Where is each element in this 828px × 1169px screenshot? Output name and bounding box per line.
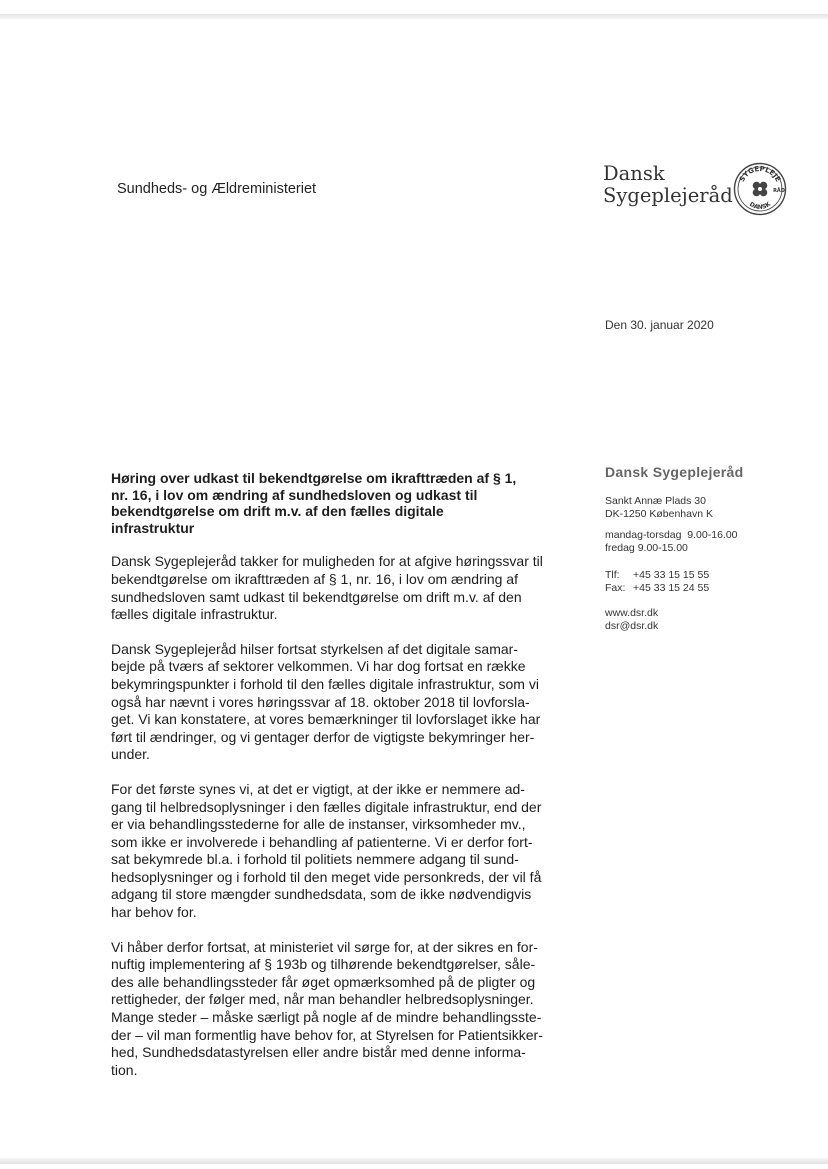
text-line: rettigheder, der følger med, når man behandler helbredsoplysninger. (111, 991, 534, 1008)
text-line: bekendtgørelse om ikrafttræden af § 1, nr. 16, i lov om ændring af (111, 570, 518, 587)
text-line: hedsoplysninger og i forhold til den meget vide personkreds, der vil få (111, 868, 542, 885)
subject-line: Høring over udkast til bekendtgørelse om ikrafttræden af § 1, (111, 470, 517, 486)
text-line: For det første synes vi, at det er vigtigt, at der ikke er nemmere ad- (111, 780, 525, 797)
text-line: bejde på tværs af sektorer velkommen. Vi har dog fortsat en række (111, 658, 526, 675)
text-line: nuftig implementering af § 193b og tilhørende bekendtgørelser, såle- (111, 956, 536, 973)
clover-icon (753, 182, 768, 197)
text-line: er via behandlingsstederne for alle de instanser, virksomheder mv., (111, 816, 526, 833)
text-line: som ikke er involverede i behandling af patienterne. Vi er derfor fort- (111, 833, 533, 850)
text-line: Vi håber derfor fortsat, at ministeriet vil sørge for, at der sikres en for- (111, 938, 538, 955)
text-line: tion. (111, 1061, 138, 1078)
text-line: bekymringspunkter i forhold til den fælles digitale infrastruktur, som vi (111, 675, 539, 692)
address-line: Sankt Annæ Plads 30 (605, 495, 706, 507)
contact-numbers (605, 569, 815, 595)
text-line: adgang til store mængder sundhedsdata, som de ikke nødvendigvis (111, 886, 532, 903)
recipient: Sundheds- og Ældreministeriet (117, 181, 317, 197)
text-line: der – vil man formentlig have behov for, at Styrelsen for Patientsikker- (111, 1026, 543, 1043)
scan-edge-bottom (0, 1158, 828, 1164)
paragraph-1 (111, 553, 577, 623)
text-line: har behov for. (111, 904, 197, 921)
seal-text-right: RÅD (773, 188, 785, 194)
text-line: sundhedsloven samt udkast til bekendtgørelse om drift m.v. af den (111, 588, 522, 605)
text-line: gang til helbredsoplysninger i den fælles digitale infrastruktur, end der (111, 798, 542, 815)
subject-line: nr. 16, i lov om ændring af sundhedsloven og udkast til (111, 486, 478, 503)
phone-label: Tlf: (605, 569, 620, 581)
letter-subject (111, 470, 577, 536)
fax-number: +45 33 15 24 55 (633, 582, 710, 594)
logo-line-2: Sygeplejeråd (603, 184, 733, 207)
sender-info (605, 466, 815, 641)
sender-address (605, 495, 815, 521)
letter-date: Den 30. januar 2020 (605, 318, 714, 332)
svg-text:SYGEPLEJE (738, 165, 782, 184)
text-line: også har nævnt i vores høringssvar af 18. oktober 2018 til lovforsla- (111, 693, 530, 710)
logo-line-1: Dansk (603, 162, 665, 185)
paragraph-4 (111, 939, 577, 1080)
text-line: fælles digitale infrastruktur. (111, 606, 278, 623)
text-line: des alle behandlingssteder får øget opmærksomhed på de pligter og (111, 973, 536, 990)
letter-body (111, 470, 577, 1096)
paragraph-2 (111, 641, 577, 764)
logo-wordmark (603, 163, 733, 207)
subject-line: bekendtgørelse om drift m.v. af den fælles digitale (111, 503, 444, 520)
fax-label: Fax: (605, 582, 626, 594)
web-contact (605, 607, 815, 633)
text-line: sat bekymrede bl.a. i forhold til politiets nemmere adgang til sund- (111, 851, 519, 868)
address-line: DK-1250 København K (605, 508, 713, 520)
text-line: Mange steder – måske særligt på nogle af de mindre behandlingsste- (111, 1009, 542, 1026)
email-link[interactable]: dsr@dsr.dk (605, 620, 659, 632)
seal-text-top: SYGEPLEJE (737, 164, 783, 184)
sender-org-name: Dansk Sygeplejeråd (605, 464, 744, 480)
seal-icon (733, 162, 787, 216)
text-line: ført til ændringer, og vi gentager derfor de vigtigste bekymringer her- (111, 728, 535, 745)
fax-row (605, 582, 815, 595)
text-line: Dansk Sygeplejeråd hilser fortsat styrkelsen af det digitale samar- (111, 640, 518, 657)
hours-line: fredag 9.00-15.00 (605, 542, 688, 554)
subject-line: infrastruktur (111, 519, 195, 536)
scan-edge-top (0, 14, 828, 19)
text-line: get. Vi kan konstatere, at vores bemærkninger til lovforslaget ikke har (111, 711, 541, 728)
seal-text-bottom: DANSK (747, 200, 773, 212)
text-line: Dansk Sygeplejeråd takker for muligheden for at afgive høringssvar til (111, 553, 543, 570)
hours-line: mandag-torsdag 9.00-16.00 (605, 529, 738, 541)
phone-number: +45 33 15 15 55 (633, 569, 710, 581)
website-link[interactable]: www.dsr.dk (605, 607, 659, 619)
phone-row (605, 569, 815, 582)
text-line: under. (111, 746, 150, 763)
text-line: hed, Sundhedsdatastyrelsen eller andre bistår med denne informa- (111, 1044, 526, 1061)
opening-hours (605, 529, 815, 555)
paragraph-3 (111, 781, 577, 922)
